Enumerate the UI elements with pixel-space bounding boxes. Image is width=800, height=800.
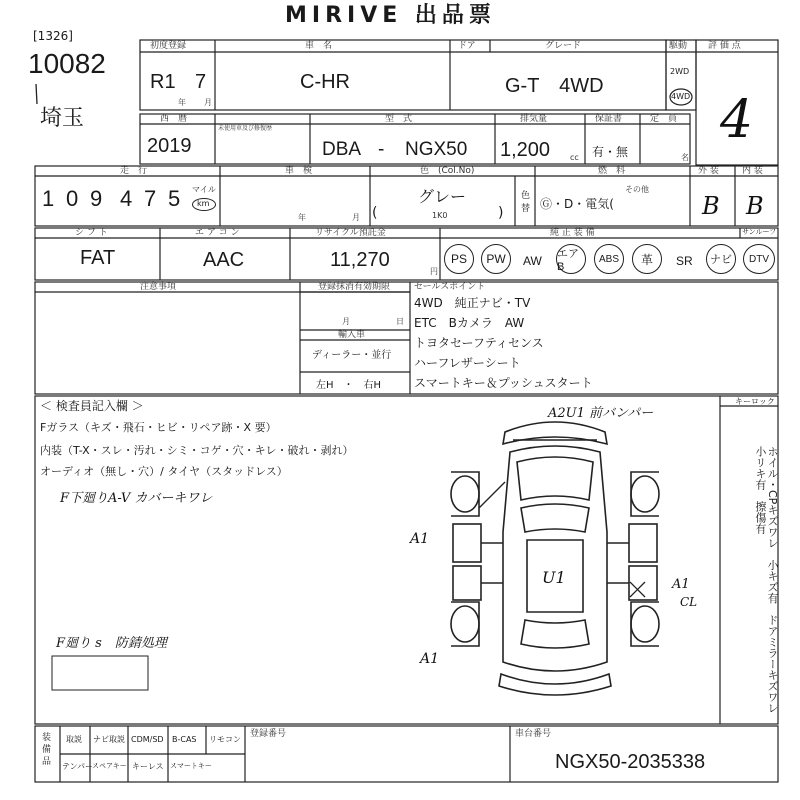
header-kinds: 型 式 bbox=[385, 114, 413, 124]
key-lock-label: キーロック bbox=[735, 397, 775, 406]
sales-point: ハーフレザーシート bbox=[414, 356, 521, 370]
footer-item: キーレス bbox=[132, 762, 164, 771]
header-mileage: 走 行 bbox=[120, 166, 148, 176]
drive-4wd: 4WD bbox=[671, 92, 691, 101]
chassis-number: NGX50-2035338 bbox=[555, 751, 706, 773]
header-first-reg: 初度登録 bbox=[150, 41, 187, 51]
mileage-digit: 9 bbox=[90, 186, 103, 211]
car-diagram bbox=[435, 412, 675, 702]
unit-person: 名 bbox=[681, 153, 689, 162]
mileage-digit: 1 bbox=[42, 186, 55, 211]
sales-point: スマートキー＆プッシュスタート bbox=[414, 376, 593, 390]
sunroof-label: サンルーフ bbox=[742, 228, 777, 236]
fuel-other: その他 bbox=[625, 185, 649, 194]
car-name: C-HR bbox=[300, 71, 350, 93]
footer-reg-no: 登録番号 bbox=[250, 729, 287, 739]
footer-item: スペアキー bbox=[92, 762, 127, 770]
diagram-note-u1: U1 bbox=[542, 568, 566, 587]
region-label: 埼玉 bbox=[40, 106, 85, 131]
lot-number: 10082 bbox=[28, 48, 106, 79]
unit-year: 年 bbox=[178, 98, 186, 107]
footer-item: ナビ取説 bbox=[93, 735, 125, 744]
unit-yen: 円 bbox=[430, 267, 438, 276]
displacement: 1,200 bbox=[500, 139, 551, 161]
header-seireki: 西 暦 bbox=[160, 114, 188, 124]
header-sales: セールスポイント bbox=[414, 282, 486, 292]
header-capacity: 定 員 bbox=[650, 114, 678, 124]
year-seireki: 2019 bbox=[147, 135, 192, 157]
color-change-label: 色替 bbox=[519, 190, 529, 216]
header-car-name: 車 名 bbox=[305, 41, 333, 51]
line-interior: 内装（T-X・スレ・汚れ・シミ・コゲ・穴・キレ・破れ・剥れ） bbox=[40, 444, 354, 457]
diagram-note-a1-left2: A1 bbox=[420, 651, 440, 667]
line-audio: オーディオ（無し・穴）/ タイヤ（スタッドレス） bbox=[40, 465, 288, 478]
header-remaining: 登録抹消有効期限 bbox=[318, 282, 391, 292]
header-import: 輸入車 bbox=[338, 330, 366, 340]
footer-item: 取説 bbox=[66, 735, 82, 744]
kind-code: NGX50 bbox=[405, 139, 468, 160]
header-drive: 駆動 bbox=[669, 41, 688, 51]
unit-month-insp: 月 bbox=[352, 213, 360, 222]
footer-item: リモコン bbox=[209, 735, 241, 744]
mileage-digit: 4 bbox=[120, 186, 133, 211]
equip-pw: PW bbox=[481, 244, 511, 274]
header-shift: シ フ ト bbox=[75, 228, 108, 238]
header-recycle: リサイクル預託金 bbox=[315, 228, 386, 238]
diagram-note-a1-right: A1 bbox=[672, 577, 690, 592]
inspector-title: ＜ 検査員記入欄 ＞ bbox=[40, 399, 144, 413]
header-displacement: 排気量 bbox=[520, 114, 548, 124]
paren-close: ) bbox=[498, 205, 504, 221]
unit-mile: マイル bbox=[192, 185, 216, 194]
mileage-digit: 5 bbox=[168, 186, 181, 211]
line-glass: Fガラス（キズ・飛石・ヒビ・リペア跡・X 要） bbox=[40, 421, 277, 434]
header-warranty: 保証書 bbox=[595, 114, 623, 124]
equip-aw: AW bbox=[523, 254, 542, 268]
unit-month-remain: 月 bbox=[342, 317, 350, 326]
paren-open: ( bbox=[372, 205, 378, 221]
kind-dash: - bbox=[378, 139, 385, 160]
equip-leather: 革 bbox=[632, 244, 662, 274]
footer-item: CDM/SD bbox=[131, 735, 164, 744]
equip-ps: PS bbox=[444, 244, 474, 274]
header-equipment: 純 正 装 備 bbox=[550, 228, 595, 238]
drive-2wd: 2WD bbox=[670, 67, 690, 76]
sales-point: トヨタセーフティセンス bbox=[414, 336, 544, 350]
sheet-title: MIRIVE 出品票 bbox=[285, 3, 496, 28]
unit-cc: cc bbox=[570, 153, 579, 162]
warranty-value: 有・無 bbox=[592, 145, 629, 159]
kind-prefix: DBA bbox=[322, 139, 362, 160]
lot-bracket: [1326] bbox=[33, 29, 73, 43]
header-grade: グレード bbox=[545, 41, 582, 51]
footer-equip-label: 装備品 bbox=[40, 732, 50, 768]
unit-km: km bbox=[197, 199, 210, 208]
right-vertical-notes: ホイル・CPキズワレ 小キズ有 ドアミラーキズワレ 小リキ有 擦傷有 bbox=[753, 446, 779, 725]
score-value: 4 bbox=[720, 90, 754, 150]
exterior-grade: B bbox=[702, 192, 720, 220]
unit-day-remain: 日 bbox=[396, 317, 404, 326]
equip-navi: ナビ bbox=[706, 244, 736, 274]
shift-value: FAT bbox=[80, 247, 116, 269]
header-inspection: 車 検 bbox=[285, 166, 313, 176]
unit-month: 月 bbox=[204, 98, 212, 107]
header-exterior: 外 装 bbox=[698, 166, 719, 176]
interior-grade: B bbox=[746, 192, 764, 220]
mileage-digit: 0 bbox=[66, 186, 79, 211]
color-value: グレー bbox=[418, 189, 467, 206]
import-type: ディーラー・並行 bbox=[312, 350, 392, 361]
handwritten-note-2: F廻り s 防錆処理 bbox=[56, 636, 167, 651]
footer-chassis: 車台番号 bbox=[515, 729, 552, 739]
equip-dtv: DTV bbox=[743, 244, 775, 274]
footer-item: B-CAS bbox=[172, 735, 197, 744]
sales-point: 4WD 純正ナビ・TV bbox=[414, 296, 531, 310]
grade: G-T 4WD bbox=[505, 75, 604, 97]
header-door: ドア bbox=[458, 41, 476, 51]
equip-abs: ABS bbox=[594, 244, 624, 274]
header-interior: 内 装 bbox=[742, 166, 763, 176]
handwritten-note-1: F下廻りA-V カバーキワレ bbox=[60, 491, 213, 506]
header-aircon: エ ア コ ン bbox=[195, 228, 240, 238]
diagram-note-cl: CL bbox=[680, 595, 698, 609]
header-caution: 注意事項 bbox=[140, 282, 177, 292]
reg-era: R1 bbox=[150, 71, 176, 93]
steering-type: 左H ・ 右H bbox=[316, 380, 382, 391]
equip-airbag: エアB bbox=[556, 244, 586, 274]
mileage-digit: 7 bbox=[144, 186, 157, 211]
aircon-value: AAC bbox=[203, 249, 245, 271]
diagram-note-front: A2U1 前バンパー bbox=[548, 406, 654, 421]
header-fuel: 燃 料 bbox=[598, 166, 626, 176]
reg-month: 7 bbox=[195, 71, 207, 93]
color-code: 1K0 bbox=[432, 211, 448, 220]
sales-point: ETC Bカメラ AW bbox=[414, 316, 525, 330]
recycle-value: 11,270 bbox=[330, 249, 390, 271]
note-unregistered: 未使用車及び修復歴 bbox=[218, 125, 273, 132]
diagram-note-a1-left: A1 bbox=[410, 531, 430, 547]
header-color: 色 (Col.No) bbox=[420, 166, 475, 176]
footer-item: スマートキー bbox=[170, 762, 212, 770]
footer-item: テンパー bbox=[62, 762, 94, 771]
fuel-value: Ⓖ・D・電気( bbox=[540, 197, 614, 211]
equip-sr: SR bbox=[676, 254, 693, 268]
unit-year-insp: 年 bbox=[298, 213, 306, 222]
header-score: 評 価 点 bbox=[708, 41, 741, 51]
